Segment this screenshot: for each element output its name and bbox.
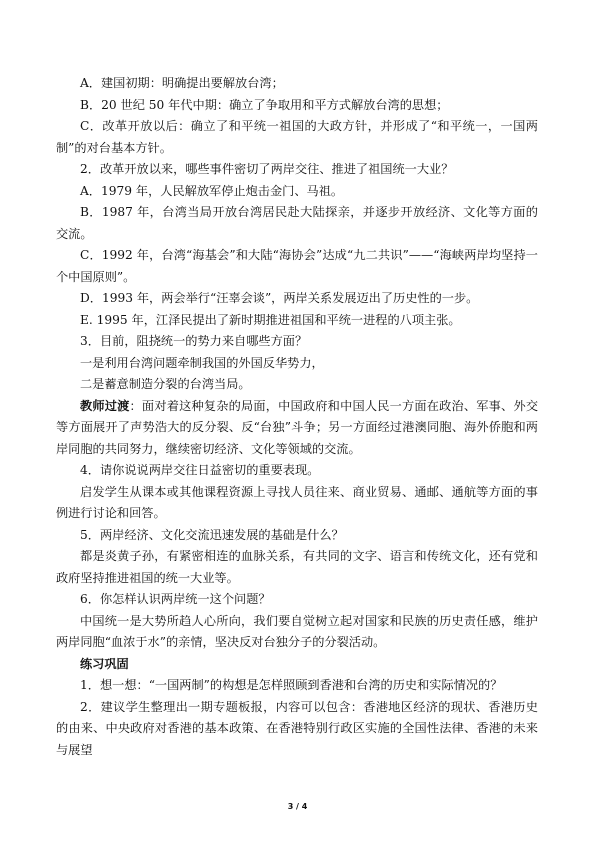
event-1992: C．1992 年，台湾“海基会”和大陆“海协会”达成“九二共识”——“海峡两岸均坚持一个中国原则”。: [56, 248, 538, 284]
teacher-transition-label: 教师过渡: [80, 398, 130, 413]
practice-heading: 练习巩固: [80, 656, 129, 671]
page-content: [56, 73, 538, 761]
question-2: 2．改革开放以来，哪些事件密切了两岸交往、推进了祖国统一大业？: [80, 162, 454, 176]
teacher-transition: [56, 396, 538, 461]
event-1987: B．1987 年，台湾当局开放台湾居民赴大陆探亲，并逐步开放经济、文化等方面的交流。: [56, 205, 538, 241]
answer-3-second: 二是蓄意制造分裂的台湾当局。: [80, 377, 251, 391]
page-number: 3 / 4: [287, 802, 308, 811]
paragraph-stage-c: C．改革开放以后：确立了和平统一祖国的大政方针，并形成了“和平统一，一国两制”的对台基本方针。: [56, 119, 538, 155]
question-4: 4．请你说说两岸交往日益密切的重要表现。: [80, 463, 320, 477]
event-1993: D．1993 年，两会举行“汪辜会谈”，两岸关系发展迈出了历史性的一步。: [80, 291, 479, 305]
answer-6: 中国统一是大势所趋人心所向，我们要自觉树立起对国家和民族的历史责任感，维护两岸同胞“血浓于水”的亲情，坚决反对台独分子的分裂活动。: [56, 613, 538, 649]
practice-item-1: 1．想一想：“一国两制”的构想是怎样照顾到香港和台湾的历史和实际情况的？: [80, 678, 503, 692]
answer-5: 都是炎黄子孙，有紧密相连的血脉关系，有共同的文字、语言和传统文化，还有党和政府坚持推进祖国的统一大业等。: [56, 549, 538, 585]
event-1979: A．1979 年，人民解放军停止炮击金门、马祖。: [80, 183, 344, 198]
answer-3-first: 一是利用台湾问题牵制我国的外国反华势力，: [80, 355, 324, 370]
question-3: 3．目前，阻挠统一的势力来自哪些方面？: [80, 334, 308, 348]
teacher-transition-text: ：面对着这种复杂的局面，中国政府和中国人民一方面在政治、军事、外交等方面展开了声势浩大的反分裂、反“台独”斗争；另一方面经过港澳同胞、海外侨胞和两岸同胞的共同努力，继续密切经济、文化等领域的交流。: [56, 398, 539, 456]
paragraph-stage-a: A．建国初期：明确提出要解放台湾；: [80, 76, 284, 90]
answer-4: 启发学生从课本或其他课程资源上寻找人员往来、商业贸易、通邮、通航等方面的事例进行讨论和回答。: [56, 484, 538, 520]
paragraph-stage-b: B．20 世纪 50 年代中期：确立了争取用和平方式解放台湾的思想；: [80, 97, 449, 112]
practice-item-2: 2．建议学生整理出一期专题板报，内容可以包含：香港地区经济的现状、香港历史的由来、中央政府对香港的基本政策、在香港特别行政区实施的全国性法律、香港的未来与展望: [56, 699, 538, 757]
question-5: 5．两岸经济、文化交流迅速发展的基础是什么？: [80, 527, 344, 542]
question-6: 6．你怎样认识两岸统一这个问题？: [80, 592, 271, 606]
event-1995: E. 1995 年，江泽民提出了新时期推进祖国和平统一进程的八项主张。: [80, 312, 461, 327]
